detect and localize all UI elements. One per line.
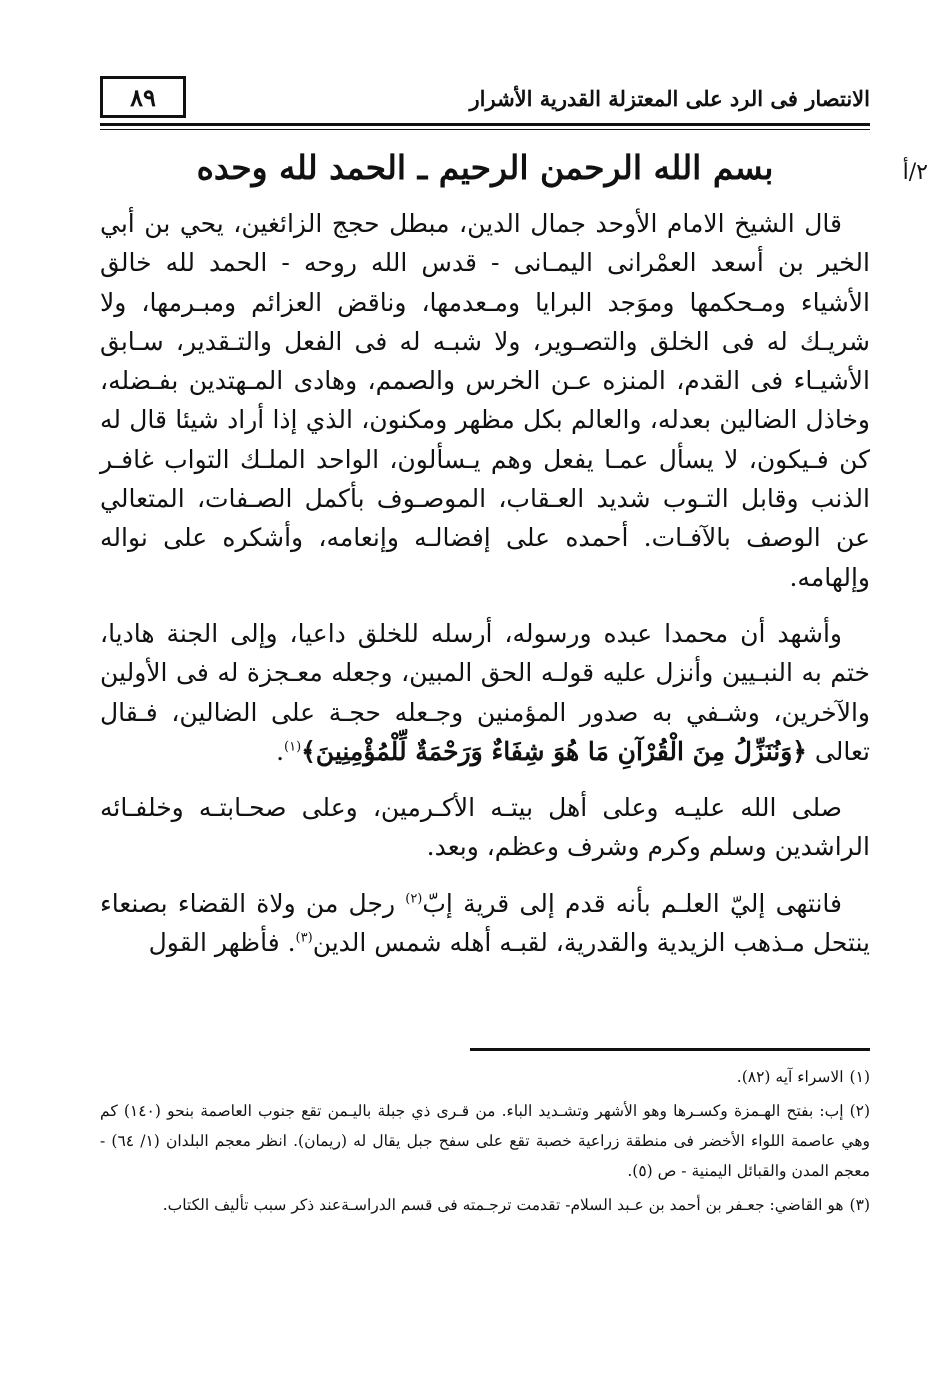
footnote-3-text: هو القاضي: جعـفر بن أحمد بن عـبد السلام- تقدمت ترجـمته فى قسم الدراسـةعند ذكر سبب تأليف الكتاب. xyxy=(162,1196,844,1214)
paragraph-4-part-a: فانتهى إليّ العلـم بأنه قدم إلى قرية إبّ xyxy=(422,888,843,918)
footnote-ref-3: (٣) xyxy=(295,930,313,946)
footnote-3 xyxy=(100,1190,870,1220)
footnote-separator xyxy=(470,1048,870,1051)
basmala-heading: بسم الله الرحمن الرحيم ـ الحمد لله وحده xyxy=(196,148,774,187)
footnote-1 xyxy=(100,1062,870,1092)
page-number: ٨٩ xyxy=(100,76,186,118)
paragraph-2-end: . xyxy=(276,736,285,766)
paragraph-4-part-c: . فأظهر القول xyxy=(148,928,296,958)
header-rule xyxy=(100,123,870,126)
paragraph-4 xyxy=(100,884,870,963)
paragraph-2 xyxy=(100,614,870,771)
footnote-2-label: (٢) xyxy=(849,1102,871,1120)
paragraph-2-text: وأشهد أن محمدا عبده ورسوله، أرسله للخلق داعيا، وإلى الجنة هاديا، ختم به النبـيين وأنزل عليه قولـه الحق المبين، وجعله معـجزة له فى الأولين والآخرين، وشـفي به صدور المؤمنين وجـعله حجـة على الضالين، فـقال تعالى xyxy=(100,618,870,766)
footnote-2 xyxy=(100,1096,870,1186)
paragraph-3: صلى الله عليـه وعلى أهل بيتـه الأكـرمين، وعلى صحـابتـه وخلفـائه الراشدين وسلم وكرم وشرف وعظم، وبعد. xyxy=(100,793,870,862)
footnote-1-label: (١) xyxy=(849,1068,870,1086)
footnote-ref-1: (١) xyxy=(284,739,302,755)
footnote-3-label: (٣) xyxy=(849,1196,870,1214)
footnote-ref-2: (٢) xyxy=(405,891,423,907)
quran-verse: ﴿وَنُنَزِّلُ مِنَ الْقُرْآنِ مَا هُوَ شِفَاءٌ وَرَحْمَةٌ لِّلْمُؤْمِنِينَ﴾ xyxy=(301,736,807,766)
running-title: الانتصار فى الرد على المعتزلة القدرية الأشرار xyxy=(469,86,870,111)
header-rule-thin xyxy=(100,129,870,130)
paragraph-1: قال الشيخ الامام الأوحد جمال الدين، مبطل حجج الزائغين، يحي بن أبي الخير بن أسعد العمْرانى اليمـانى - قدس الله روحه - الحمد لله خالق الأشياء ومـحكمها وموَجد البرايا ومـعدمها، وناقض العزائم ومبـرمها، ولا شريـك له فى الخلق والتصـوير، ولا شبـه له فى الفعل والتـقدير، سـابق الأشيـاء فى القدم، المنزه عـن الخرس والصمم، وهادى المـهتدين بفـضله، وخاذل الضالين بعدله، والعالم بكل مظهر ومكنون، الذي إذا أراد شيئا قال له كن فـيكون، لا يسأل عمـا يفعل وهم يـسألون، الواحد الملـك التواب غافـر الذنب وقابل التـوب شديد العـقاب، الموصـوف بأكمل الصـفات، المتعالي عن الوصف بالآفـات. أحمده على إفضالـه وإنعامه، وأشكره على نواله وإلهامه. xyxy=(100,209,870,592)
paragraph-4-part-b: رجل من ولاة القضاء بصنعاء ينتحل مـذهب الزيدية والقدرية، لقبـه أهله شمس الدين xyxy=(100,888,870,958)
footnote-2-text: إب: بفتح الهـمزة وكسـرها وهو الأشهر وتشـديد الباء. من قـرى ذي جبلة باليـمن تقع جنوب العاصمة بنحو (١٤٠) كم وهي عاصمة اللواء الأخضر فى منطقة زراعية خصبة تقع على سفح جبل يقال له (ريمان). انظر معجم البلدان (١/ ٦٤) - معجم المدن والقبائل اليمنية - ص (٥). xyxy=(100,1102,870,1180)
manuscript-folio-mark: ٢/أ xyxy=(902,160,928,185)
footnote-1-text: الاسراء آيه (٨٢). xyxy=(736,1068,844,1086)
main-text xyxy=(100,204,870,979)
footnotes xyxy=(100,1062,870,1224)
